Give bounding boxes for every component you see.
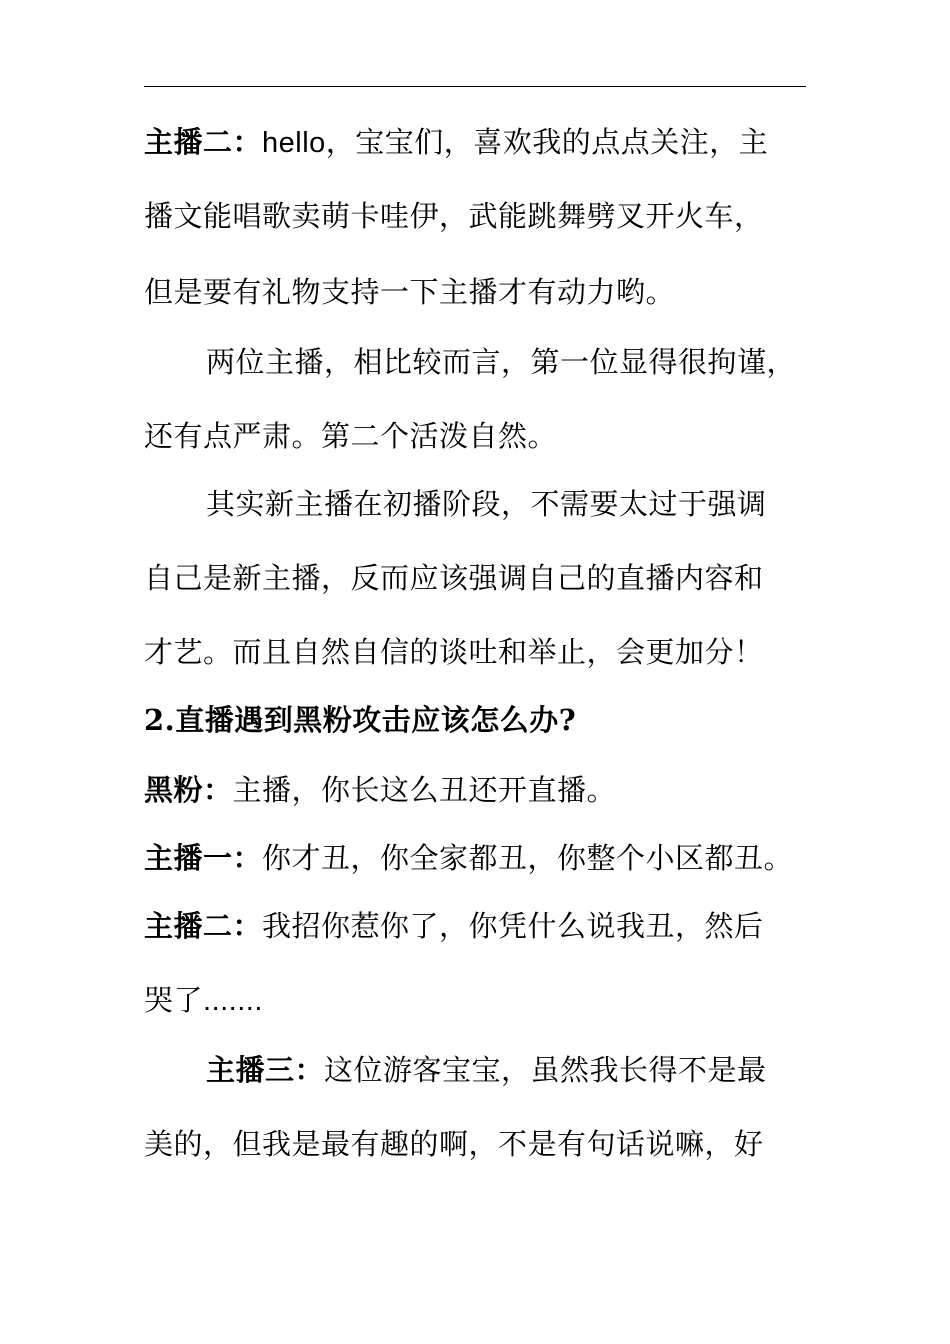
p3-line-2: 自己是新主播，反而应该强调自己的直播内容和 — [144, 561, 764, 595]
speaker-label: 黑粉： — [144, 773, 233, 807]
dialogue-line-host2 — [144, 906, 764, 946]
speaker-label: 主播三： — [206, 1053, 325, 1087]
section-heading: 2.直播遇到黑粉攻击应该怎么办? — [144, 703, 577, 737]
latin-text: hello — [262, 127, 326, 159]
body-text: 哭了 — [144, 983, 204, 1017]
p3-line-1: 其实新主播在初播阶段，不需要太过于强调 — [206, 487, 767, 521]
dialogue-line-host3 — [206, 1050, 767, 1090]
ellipsis-text: ....... — [203, 985, 263, 1017]
header-rule — [144, 86, 806, 87]
body-text: ，宝宝们，喜欢我的点点关注，主 — [325, 125, 769, 159]
dialogue-line-host1 — [144, 838, 793, 878]
body-text: 你才丑，你全家都丑，你整个小区都丑。 — [262, 841, 794, 875]
dialogue-line-heifen — [144, 770, 616, 810]
p2-line-2: 还有点严肃。第二个活泼自然。 — [144, 419, 558, 453]
p2-line-1: 两位主播，相比较而言，第一位显得很拘谨， — [206, 345, 797, 379]
p1-line-3: 但是要有礼物支持一下主播才有动力哟。 — [144, 275, 676, 309]
speaker-label: 主播一： — [144, 841, 263, 875]
body-text: 主播，你长这么丑还开直播。 — [232, 773, 617, 807]
body-text: 这位游客宝宝，虽然我长得不是最 — [324, 1053, 767, 1087]
dialogue-line-host3-cont: 美的，但我是最有趣的啊，不是有句话说嘛，好 — [144, 1127, 764, 1161]
speaker-label: 主播二： — [144, 125, 263, 159]
p3-line-3: 才艺。而且自然自信的谈吐和举止，会更加分！ — [144, 635, 764, 669]
dialogue-line-host2-cont — [144, 980, 263, 1021]
p1-line-2: 播文能唱歌卖萌卡哇伊，武能跳舞劈叉开火车， — [144, 199, 764, 233]
body-text: 我招你惹你了，你凭什么说我丑，然后 — [262, 909, 764, 943]
p1-line-1 — [144, 122, 768, 163]
speaker-label: 主播二： — [144, 909, 263, 943]
